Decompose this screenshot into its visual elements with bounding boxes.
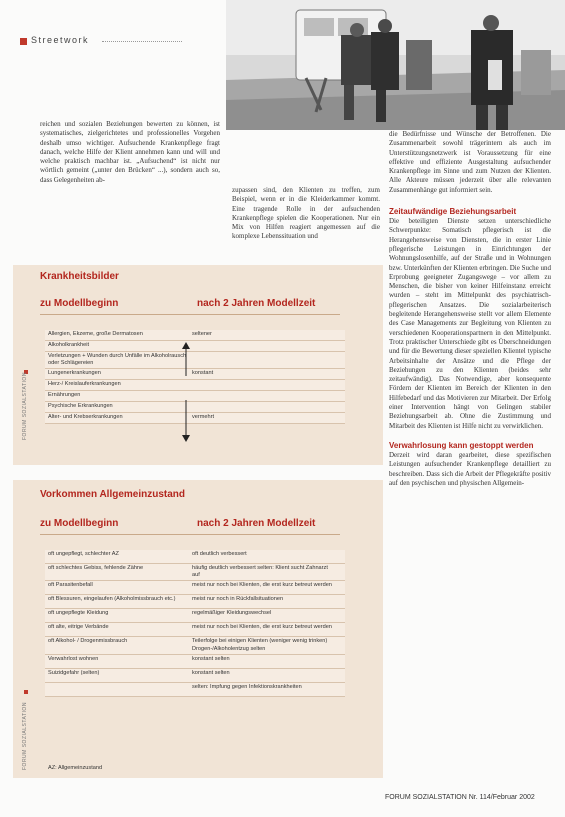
header-rule <box>40 314 340 315</box>
article-paragraph: die Bedürfnisse und Wünsche der Betroffenen. Die Zusammenarbeit sowohl trägerintern als auch im Unterstützungsnetzwerk ist Voraussetzung für eine effektive und effiziente Ausgestaltung aufsuchender Krankenpflege im Sinne und zum Nutzen der Klienten. Alle Akteure müssen jederzeit über alle relevanten Zusammenhänge gut informiert sein. <box>389 130 551 194</box>
trend-arrows-icon <box>180 340 192 460</box>
column-header-left: zu Modellbeginn <box>40 298 119 309</box>
row-left-cell: oft alte, eitrige Verbände <box>48 624 109 631</box>
row-left-cell: oft Parasitenbefall <box>48 582 93 589</box>
row-right-cell: häufig deutlich verbessert selten: Klient sucht Zahnarzt auf <box>192 565 328 579</box>
table-row <box>45 413 345 424</box>
street-scene-photo <box>226 0 565 130</box>
row-right-cell: konstant selten <box>192 669 230 676</box>
allgemeinzustand-table <box>45 550 345 697</box>
table-row <box>45 609 345 623</box>
table-row <box>45 550 345 564</box>
row-left-cell: oft Blessuren, eingelaufen (Alkoholmissbrauch etc.) <box>48 596 176 603</box>
krankheitsbilder-table <box>45 330 345 424</box>
article-column-1 <box>40 120 220 185</box>
article-photo <box>226 0 565 130</box>
table-row <box>45 330 345 341</box>
row-left-cell: oft ungepflegt, schlechter AZ <box>48 551 119 557</box>
article-paragraph: reichen und sozialen Beziehungen bewerten zu können, ist systematisches, zielgerichtetes und professionelles Vorgehen deshalb umso wichtiger. Aufsuchende Krankenpflege fragt danach, welche Hilfe der Klient annehmen kann und will und welche praktisch machbar ist. „Aufsuchend“ ist nicht nur wörtlich gemeint („unter den Brücken“ ...), sondern auch so, dass Gelegenheiten ab- <box>40 120 220 184</box>
side-label: FORUM SOZIALSTATION <box>22 372 28 440</box>
header-divider <box>102 41 182 42</box>
row-right-cell <box>188 380 332 390</box>
section-marker <box>20 38 27 45</box>
table-row <box>45 352 345 369</box>
row-right-cell: seltener <box>192 331 212 337</box>
table-row <box>45 402 345 413</box>
row-right-cell <box>188 341 332 351</box>
row-left-cell: Allergien, Ekzeme, große Dermatosen <box>48 331 143 337</box>
row-left-cell: oft ungepflegte Kleidung <box>48 610 109 617</box>
row-right-cell: meist nur noch bei Klienten, die erst kurz betreut werden <box>192 624 332 631</box>
row-left-cell: Herz-/ Kreislauferkrankungen <box>48 381 121 388</box>
section-title: Streetwork <box>31 35 90 45</box>
article-column-2 <box>232 186 380 242</box>
row-left-cell: Ernährungen <box>48 392 81 399</box>
row-left-cell: oft Alkohol- / Drogenmissbrauch <box>48 638 128 645</box>
row-right-cell <box>188 352 332 368</box>
row-right-cell: konstant <box>192 370 214 377</box>
row-left-cell: Verwahrlost wohnen <box>48 655 99 662</box>
box-title: Krankheitsbilder <box>40 271 119 282</box>
subheading: Verwahrlosung kann gestoppt werden <box>389 440 534 450</box>
row-left-cell: Verletzungen + Wunden durch Unfälle im Alkoholrausch oder Schlägereien <box>48 353 187 367</box>
side-marker <box>24 690 28 694</box>
table-row <box>45 637 345 654</box>
row-right-cell: meist nur noch in Rückfallsituationen <box>192 596 284 603</box>
box-footnote: AZ: Allgemeinzustand <box>48 765 103 771</box>
row-right-cell: selten: Impfung gegen Infektionskrankheiten <box>192 683 302 690</box>
row-left-cell: Lungenerkrankungen <box>48 370 101 377</box>
row-right-cell: Teilerfolge bei einigen Klienten (weniger wenig trinken) Drogen-/Alkoholentzug selten <box>192 638 328 652</box>
row-right-cell: meist nur noch bei Klienten, die erst kurz betreut werden <box>192 582 332 589</box>
row-right-cell: vermehrt <box>192 414 215 421</box>
column-header-left: zu Modellbeginn <box>40 518 119 529</box>
table-row <box>45 683 345 697</box>
row-right-cell: oft deutlich verbessert <box>192 551 247 557</box>
row-right-cell: regelmäßiger Kleidungswechsel <box>192 610 272 617</box>
article-paragraph: zupassen sind, den Klienten zu treffen, zum Beispiel, wenn er in die Kleiderkammer kommt. Eine tragende Rolle in der aufsuchenden Krankenpflege spielen die Kooperationen. Nur ein Mix von Hilfen reagiert angemessen auf die komplexe Lebenssituation und <box>232 186 380 241</box>
table-row <box>45 581 345 595</box>
table-row <box>45 655 345 669</box>
table-row <box>45 669 345 683</box>
table-row <box>45 369 345 380</box>
row-left-cell: Alter- und Krebserkrankungen <box>48 414 123 421</box>
table-row <box>45 341 345 352</box>
page-footer: FORUM SOZIALSTATION Nr. 114/Februar 2002 <box>385 794 535 801</box>
article-paragraph: Die beteiligten Dienste setzen unterschiedliche Schwerpunkte: Somatisch pflegerisch ist die Herangehensweise von Diensten, die in erster Linie pflegerische Leistungen in Einrichtungen der Wohnungslosenhilfe, auf der Straße und in Wohnungen bzw. Unterkünften der Klienten erbringen. Die Suche und Erprobung geeigneter Zugangswege – vor allem zu Menschen, die bisher von keiner Hilfeinstanz erreicht wurden – steht im Mittelpunkt des psychiatrisch-pflegerischen Ansatzes. Die sozialarbeiterisch begleitende Herangehensweise stellt vor allem Elemente des Case Managements zur Begleitung von Klienten zu verschiedenen Kooperationspartnern in den Mittelpunkt. Trotz praktischer Unterschiede gibt es Überschneidungen und für die Bewertung dieser speziellen Klientel typische Arbeitsinhalte der Ansätze und die Pflege der Beziehungen zu den Klienten (beides sehr zeitaufwändig). Das Notwendige, aber konsequente Fördern der Klienten im Bereich der Klienten in den Hilfebedarf und das Motivieren zur Mitarbeit. Der Erfolg einer Intervention hängt von Gelingen stabiler Beziehungsarbeit ab. Ohne die Zustimmung und Mitarbeit des Klienten ist Hilfe nicht zu verwirklichen. <box>389 217 551 430</box>
header-rule <box>40 534 340 535</box>
article-paragraph: Derzeit wird daran gearbeitet, diese spezifischen Leistungen aufsuchender Krankenpflege detailliert zu beschreiben. Dass sich die Arbeit der Pflegekräfte positiv auf den psychischen und physischen Allgemein- <box>389 450 551 487</box>
column-header-right: nach 2 Jahren Modellzeit <box>197 298 316 309</box>
table-row <box>45 380 345 391</box>
side-label: FORUM SOZIALSTATION <box>22 702 28 770</box>
column-header-right: nach 2 Jahren Modellzeit <box>197 518 316 529</box>
table-row <box>45 391 345 402</box>
table-row <box>45 623 345 637</box>
box-title: Vorkommen Allgemeinzustand <box>40 489 186 500</box>
row-left-cell: Psychische Erkrankungen <box>48 403 113 410</box>
table-row <box>45 564 345 581</box>
row-right-cell <box>188 402 332 412</box>
table-row <box>45 595 345 609</box>
row-left-cell: Suizidgefahr (selten) <box>48 669 100 676</box>
row-left-cell: oft schlechtes Gebiss, fehlende Zähne <box>48 565 144 571</box>
article-column-3 <box>389 130 551 488</box>
row-right-cell <box>188 391 332 401</box>
row-left-cell: Alkoholkrankheit <box>48 342 90 348</box>
row-left-cell <box>45 683 188 696</box>
subheading: Zeitaufwändige Beziehungsarbeit <box>389 207 517 217</box>
row-right-cell: konstant selten <box>192 655 230 662</box>
